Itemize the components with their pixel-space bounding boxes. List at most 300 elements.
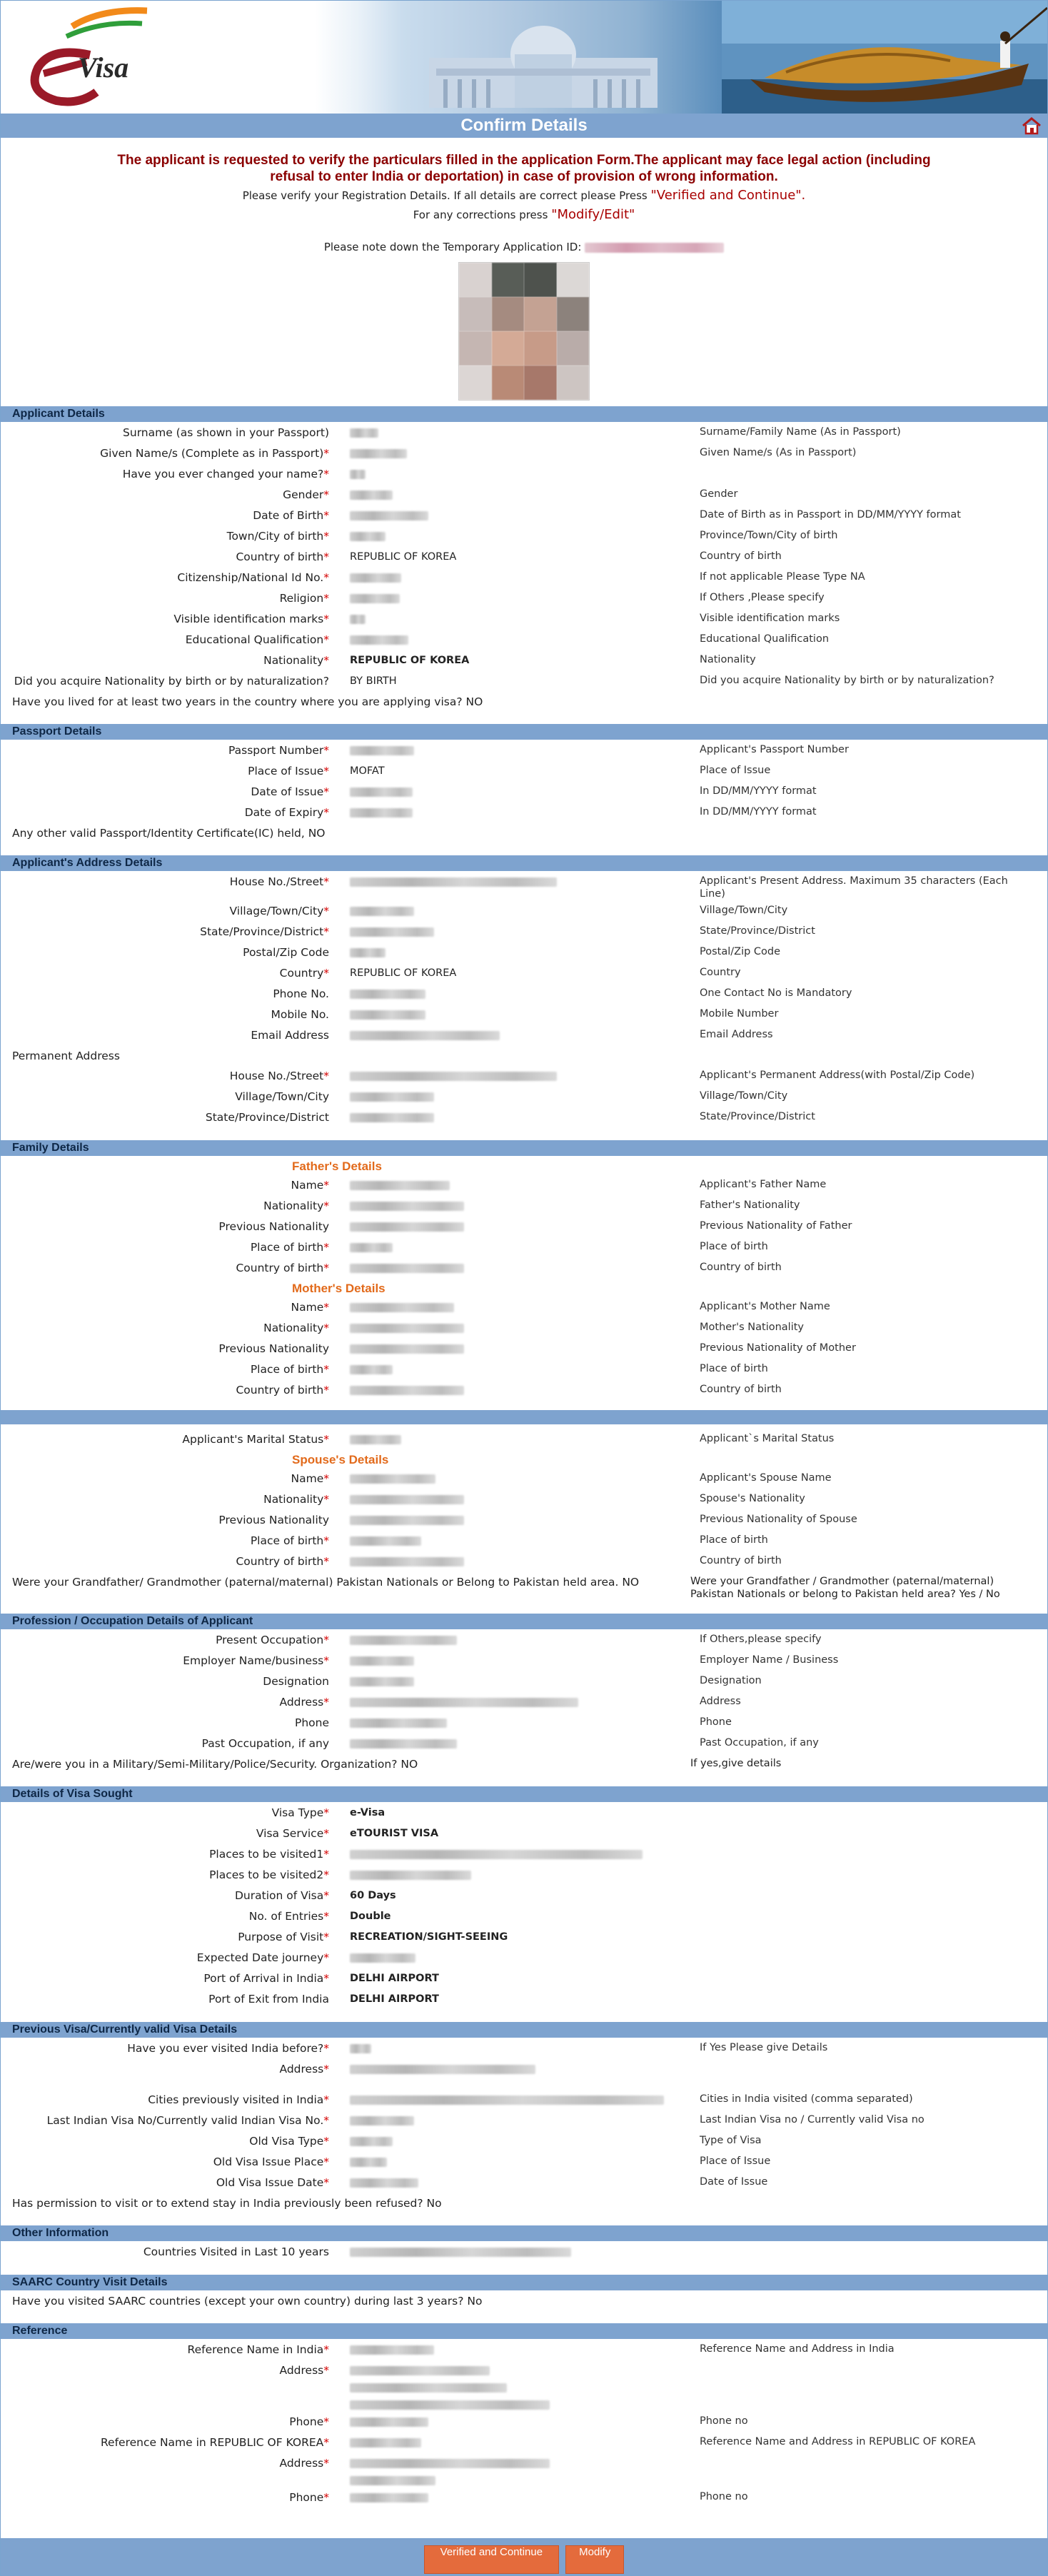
field-hint: Applicant's Passport Number xyxy=(700,744,849,755)
field-value xyxy=(329,525,700,543)
field-label xyxy=(1,1429,329,1447)
field-hint: Address xyxy=(700,1696,741,1707)
field-label-text: Old Visa Type xyxy=(249,2135,324,2148)
field-label-text: Name xyxy=(291,1301,324,1314)
section-header-family: Family Details xyxy=(1,1140,1047,1156)
field-label xyxy=(1,2130,329,2148)
field-value xyxy=(329,983,700,1000)
required-marker: * xyxy=(323,925,329,938)
field-hint: Email Address xyxy=(700,1029,773,1040)
field-row xyxy=(1,2432,1047,2452)
section-header-applicant: Applicant Details xyxy=(1,406,1047,422)
field-label xyxy=(1,740,329,758)
other-passport-question: Any other valid Passport/Identity Certificate(IC) held, NO xyxy=(12,827,326,840)
field-hint: State/Province/District xyxy=(700,1111,815,1122)
redacted-value xyxy=(350,907,414,916)
field-hint xyxy=(700,2058,1035,2062)
required-marker: * xyxy=(323,1472,329,1485)
required-marker: * xyxy=(323,509,329,522)
section-header-saarc: SAARC Country Visit Details xyxy=(1,2275,1047,2290)
field-row xyxy=(1,2089,1047,2110)
field-label-text: Place of birth xyxy=(250,1241,324,1254)
field-row xyxy=(1,1317,1047,1338)
field-row xyxy=(1,1216,1047,1237)
field-label-text: Postal/Zip Code xyxy=(243,946,329,959)
required-marker: * xyxy=(323,1951,329,1964)
field-value xyxy=(329,1379,700,1397)
field-hint: Date of Birth as in Passport in DD/MM/YYYY format xyxy=(700,509,961,520)
field-row xyxy=(1,1174,1047,1195)
field-label-text: Place of birth xyxy=(250,1534,324,1547)
field-row xyxy=(1,1691,1047,1712)
field-value xyxy=(329,1843,700,1861)
field-label-text: Purpose of Visit xyxy=(238,1931,324,1943)
required-marker: * xyxy=(323,571,329,584)
field-label xyxy=(1,1297,329,1314)
field-label-text: Previous Nationality xyxy=(218,1220,329,1233)
redacted-value xyxy=(350,1010,425,1020)
field-value xyxy=(329,2487,700,2504)
redacted-value xyxy=(350,1072,557,1081)
field-label xyxy=(1,781,329,799)
redacted-value xyxy=(350,1557,464,1566)
field-label xyxy=(1,608,329,626)
field-value: e-Visa xyxy=(350,1807,386,1818)
field-hint: Place of birth xyxy=(700,1534,768,1546)
field-value xyxy=(329,2360,700,2411)
field-label xyxy=(1,1629,329,1647)
field-hint: Postal/Zip Code xyxy=(700,946,781,957)
field-row xyxy=(1,463,1047,484)
field-label xyxy=(1,1988,329,2006)
field-hint: Province/Town/City of birth xyxy=(700,530,838,541)
field-hint: Place of birth xyxy=(700,1363,768,1374)
field-value xyxy=(329,2151,700,2168)
required-marker: * xyxy=(323,1654,329,1667)
field-label-text: Places to be visited1 xyxy=(209,1848,324,1861)
redacted-value xyxy=(350,2400,550,2410)
title-bar xyxy=(1,114,1047,138)
required-marker: * xyxy=(323,468,329,481)
field-row xyxy=(1,2058,1047,2079)
field-value xyxy=(329,463,700,481)
field-label-text: Address xyxy=(279,1696,324,1709)
field-label-text: Country xyxy=(279,967,324,980)
required-marker: * xyxy=(323,447,329,460)
field-value xyxy=(329,802,700,819)
field-label xyxy=(1,1468,329,1486)
field-value xyxy=(329,1509,700,1526)
required-marker: * xyxy=(323,654,329,667)
field-label xyxy=(1,1257,329,1275)
military-hint: If yes,give details xyxy=(690,1758,782,1769)
field-value xyxy=(329,2339,700,2356)
redacted-value xyxy=(350,2116,414,2125)
field-row xyxy=(1,942,1047,962)
field-label xyxy=(1,1906,329,1923)
field-hint: Reference Name and Address in REPUBLIC OF KOREA xyxy=(700,2436,976,2447)
redacted-value xyxy=(350,1181,450,1190)
field-row xyxy=(1,1429,1047,1449)
field-row xyxy=(1,1107,1047,1127)
field-row xyxy=(1,900,1047,921)
field-label-text: Visa Service xyxy=(256,1827,324,1840)
field-label xyxy=(1,1338,329,1356)
redacted-value xyxy=(350,808,413,817)
field-value xyxy=(329,1237,700,1254)
required-marker: * xyxy=(323,2176,329,2189)
redacted-value xyxy=(350,927,434,937)
field-label-text: Applicant's Marital Status xyxy=(182,1433,324,1446)
required-marker: * xyxy=(323,2114,329,2127)
field-hint: If not applicable Please Type NA xyxy=(700,571,865,583)
field-value xyxy=(329,505,700,522)
field-value xyxy=(329,2241,700,2258)
field-label xyxy=(1,670,329,688)
field-row xyxy=(1,1489,1047,1509)
verify-button-ref: "Verified and Continue". xyxy=(650,188,806,203)
redacted-value xyxy=(350,573,401,583)
field-value: RECREATION/SIGHT-SEEING xyxy=(350,1931,508,1943)
field-value xyxy=(329,740,700,757)
field-hint: Applicant's Spouse Name xyxy=(700,1472,832,1484)
field-hint: Visible identification marks xyxy=(700,613,840,624)
field-label-text: Address xyxy=(279,2364,324,2377)
redacted-value xyxy=(350,1636,457,1645)
field-label-text: State/Province/District xyxy=(200,925,324,938)
field-label-text: Town/City of birth xyxy=(226,530,324,543)
field-label-text: Previous Nationality xyxy=(218,1342,329,1355)
field-hint xyxy=(700,1864,1035,1868)
field-row xyxy=(1,567,1047,588)
field-hint xyxy=(700,1988,1035,1992)
field-value xyxy=(329,1947,700,1964)
field-value xyxy=(329,443,700,460)
field-label-text: Date of Expiry xyxy=(244,806,324,819)
field-row xyxy=(1,1864,1047,1885)
section-header-other: Other Information xyxy=(1,2225,1047,2241)
field-label xyxy=(1,2058,329,2076)
field-label-text: State/Province/District xyxy=(205,1111,329,1124)
redacted-value xyxy=(350,511,428,520)
field-label-text: Passport Number xyxy=(228,744,324,757)
field-value xyxy=(329,1025,700,1042)
field-label xyxy=(1,1107,329,1125)
required-marker: * xyxy=(323,1555,329,1568)
field-row xyxy=(1,781,1047,802)
field-label-text: Date of Issue xyxy=(251,785,324,798)
military-question: Are/were you in a Military/Semi-Military/Police/Security. Organization? NO xyxy=(12,1758,418,1771)
field-label-text: Countries Visited in Last 10 years xyxy=(143,2245,329,2258)
field-value xyxy=(329,2411,700,2428)
redacted-value xyxy=(350,470,366,479)
required-marker: * xyxy=(323,633,329,646)
field-label xyxy=(1,1530,329,1548)
required-marker: * xyxy=(323,1827,329,1840)
field-row xyxy=(1,983,1047,1004)
field-hint xyxy=(700,463,1035,467)
field-hint: Applicant's Present Address. Maximum 35 characters (Each Line) xyxy=(700,875,1008,900)
field-row xyxy=(1,1947,1047,1968)
field-value xyxy=(329,1004,700,1021)
redacted-value xyxy=(350,2248,571,2257)
field-label xyxy=(1,1864,329,1882)
field-hint: Cities in India visited (comma separated) xyxy=(700,2093,913,2105)
field-label-text: No. of Entries xyxy=(248,1910,324,1923)
field-label xyxy=(1,2487,329,2505)
field-row xyxy=(1,2452,1047,2487)
field-row xyxy=(1,650,1047,670)
redacted-value xyxy=(350,1243,393,1252)
field-value xyxy=(329,1297,700,1314)
redacted-value xyxy=(350,990,425,999)
required-marker: * xyxy=(323,2343,329,2356)
field-label xyxy=(1,1650,329,1668)
applicant-photo xyxy=(458,262,590,401)
field-row xyxy=(1,2151,1047,2172)
field-row xyxy=(1,2487,1047,2507)
redacted-value xyxy=(350,1365,393,1374)
field-hint: Mobile Number xyxy=(700,1008,779,1020)
houseboat-image xyxy=(722,1,1047,114)
field-row xyxy=(1,1712,1047,1733)
field-label-text: Mobile No. xyxy=(271,1008,329,1021)
field-row xyxy=(1,505,1047,525)
field-label-text: Given Name/s (Complete as in Passport) xyxy=(100,447,324,460)
verify-instruction xyxy=(1,187,1047,204)
redacted-value xyxy=(350,532,386,541)
required-marker: * xyxy=(323,1848,329,1861)
field-value xyxy=(329,1174,700,1192)
modify-instruction xyxy=(1,206,1047,223)
required-marker: * xyxy=(323,1363,329,1376)
field-label-text: Nationality xyxy=(263,654,324,667)
redacted-value xyxy=(350,2065,535,2074)
required-marker: * xyxy=(323,1806,329,1819)
field-value xyxy=(329,2130,700,2148)
field-row xyxy=(1,1823,1047,1843)
field-value: MOFAT xyxy=(350,765,385,777)
field-label-text: Duration of Visa xyxy=(234,1889,324,1902)
required-marker: * xyxy=(323,1910,329,1923)
field-label xyxy=(1,1671,329,1689)
field-hint: Phone no xyxy=(700,2491,748,2502)
field-hint xyxy=(700,1823,1035,1826)
field-hint: Village/Town/City xyxy=(700,1090,788,1102)
field-value xyxy=(329,1195,700,1212)
modify-button[interactable]: Modify xyxy=(565,2545,624,2574)
required-marker: * xyxy=(323,488,329,501)
field-label xyxy=(1,1712,329,1730)
field-hint xyxy=(700,1802,1035,1806)
field-row xyxy=(1,740,1047,760)
field-label xyxy=(1,2110,329,2128)
field-row xyxy=(1,1988,1047,2009)
field-label-text: Designation xyxy=(263,1675,329,1688)
field-label xyxy=(1,1086,329,1104)
field-label xyxy=(1,921,329,939)
pakistan-question: Were your Grandfather/ Grandmother (paternal/maternal) Pakistan Nationals or Belong to Pakistan held area. NO xyxy=(12,1576,640,1589)
field-label xyxy=(1,1885,329,1903)
field-row xyxy=(1,2241,1047,2262)
field-label-text: Gender xyxy=(283,488,324,501)
field-row xyxy=(1,484,1047,505)
field-label-text: Phone xyxy=(289,2491,324,2504)
field-label-text: Reference Name in REPUBLIC OF KOREA xyxy=(100,2436,324,2449)
field-value xyxy=(329,567,700,584)
field-label-text: Nationality xyxy=(263,1322,324,1334)
required-marker: * xyxy=(323,905,329,917)
field-label-text: Port of Arrival in India xyxy=(203,1972,324,1985)
temp-id-line xyxy=(1,241,1047,253)
field-label-text: Religion xyxy=(279,592,324,605)
verified-continue-button[interactable]: Verified and Continue xyxy=(424,2545,559,2574)
field-label-text: Old Visa Issue Place xyxy=(213,2155,324,2168)
field-value xyxy=(329,608,700,625)
pakistan-hint: Were your Grandfather / Grandmother (paternal/maternal) Pakistan Nationals or belong to Pakistan held area? Yes / No xyxy=(690,1576,1000,1600)
field-value: BY BIRTH xyxy=(350,675,397,687)
field-hint: Employer Name / Business xyxy=(700,1654,839,1666)
field-hint: Country of birth xyxy=(700,550,782,562)
field-row xyxy=(1,2110,1047,2130)
field-label xyxy=(1,422,329,440)
field-row xyxy=(1,1237,1047,1257)
verify-text: Please verify your Registration Details. If all details are correct please Press xyxy=(242,189,651,202)
field-label xyxy=(1,1968,329,1986)
field-label-text: Have you ever visited India before? xyxy=(127,2042,324,2055)
field-hint: Father's Nationality xyxy=(700,1199,800,1211)
field-hint: Previous Nationality of Father xyxy=(700,1220,852,1232)
redacted-value xyxy=(350,1113,434,1122)
required-marker: * xyxy=(323,530,329,543)
lived-two-years-question: Have you lived for at least two years in the country where you are applying visa? NO xyxy=(12,695,483,708)
redacted-value xyxy=(350,1344,464,1354)
redacted-value xyxy=(350,2493,428,2502)
field-row xyxy=(1,546,1047,567)
modify-text: For any corrections press xyxy=(413,208,552,221)
field-hint: Previous Nationality of Spouse xyxy=(700,1514,857,1525)
field-label-text: Email Address xyxy=(251,1029,329,1042)
field-row xyxy=(1,1551,1047,1571)
field-hint: Date of Issue xyxy=(700,2176,768,2188)
required-marker: * xyxy=(323,1384,329,1397)
redacted-value xyxy=(350,1202,464,1211)
field-value xyxy=(329,1107,700,1124)
field-label-text: House No./Street xyxy=(229,875,324,888)
field-label-text: Employer Name/business xyxy=(183,1654,324,1667)
required-marker: * xyxy=(323,1696,329,1709)
field-label-text: Address xyxy=(279,2457,324,2470)
field-row xyxy=(1,1733,1047,1754)
field-label-text: Nationality xyxy=(263,1493,324,1506)
field-value xyxy=(329,2172,700,2189)
field-label xyxy=(1,942,329,960)
field-hint: Applicant`s Marital Status xyxy=(700,1433,835,1444)
required-marker: * xyxy=(323,1931,329,1943)
required-marker: * xyxy=(323,2155,329,2168)
field-value xyxy=(329,1468,700,1485)
required-marker: * xyxy=(323,1634,329,1646)
field-label xyxy=(1,1691,329,1709)
field-hint: Reference Name and Address in India xyxy=(700,2343,895,2355)
required-marker: * xyxy=(323,1322,329,1334)
saarc-question: Have you visited SAARC countries (except your own country) during last 3 years? No xyxy=(12,2295,483,2308)
required-marker: * xyxy=(323,1241,329,1254)
field-label xyxy=(1,2172,329,2190)
field-row xyxy=(1,1025,1047,1045)
field-row xyxy=(1,2339,1047,2360)
section-header-profession: Profession / Occupation Details of Applicant xyxy=(1,1614,1047,1629)
field-label-text: Previous Nationality xyxy=(218,1514,329,1526)
logo-text: Visa xyxy=(78,51,129,84)
field-label-text: Present Occupation xyxy=(216,1634,324,1646)
redacted-value xyxy=(350,1516,464,1525)
field-hint: State/Province/District xyxy=(700,925,815,937)
field-value xyxy=(329,1065,700,1082)
military-question-row xyxy=(1,1754,1047,1773)
section-header-reference: Reference xyxy=(1,2323,1047,2339)
field-label xyxy=(1,1843,329,1861)
legal-warning: The applicant is requested to verify the particulars filled in the application Form.The applicant may face legal action (including refusal to enter India or deportation) in case of provision of wrong information. xyxy=(117,153,931,184)
field-value xyxy=(329,2058,700,2076)
required-marker: * xyxy=(323,967,329,980)
section-header-visa: Details of Visa Sought xyxy=(1,1786,1047,1802)
field-row xyxy=(1,1359,1047,1379)
field-label xyxy=(1,962,329,980)
redacted-value xyxy=(350,1495,464,1504)
redacted-value xyxy=(350,1953,415,1963)
field-hint: Applicant's Mother Name xyxy=(700,1301,830,1312)
pakistan-question-row xyxy=(1,1571,1047,1601)
required-marker: * xyxy=(323,1534,329,1547)
field-hint: Country xyxy=(700,967,741,978)
field-hint: Type of Visa xyxy=(700,2135,762,2146)
redacted-value xyxy=(350,1264,464,1273)
field-value xyxy=(329,1216,700,1233)
field-hint: Gender xyxy=(700,488,738,500)
field-label xyxy=(1,1926,329,1944)
field-label-text: Places to be visited2 xyxy=(209,1868,324,1881)
field-label xyxy=(1,588,329,605)
field-value: DELHI AIRPORT xyxy=(350,1973,439,1984)
required-marker: * xyxy=(323,1493,329,1506)
field-label xyxy=(1,1004,329,1022)
redacted-value xyxy=(350,594,400,603)
field-label xyxy=(1,2339,329,2357)
required-marker: * xyxy=(323,2491,329,2504)
field-value xyxy=(329,1712,700,1729)
field-value xyxy=(329,1530,700,1547)
spouse-details-title: Spouse's Details xyxy=(292,1453,389,1466)
required-marker: * xyxy=(323,765,329,778)
field-label-text: Village/Town/City xyxy=(229,905,324,917)
redacted-value xyxy=(350,2044,371,2053)
field-label xyxy=(1,2452,329,2470)
field-row xyxy=(1,1671,1047,1691)
field-value xyxy=(329,1086,700,1103)
field-hint: Place of Issue xyxy=(700,2155,771,2167)
redacted-value xyxy=(350,635,408,645)
field-label-text: Address xyxy=(279,2063,324,2076)
home-icon[interactable] xyxy=(1022,116,1042,135)
field-hint xyxy=(700,2452,1035,2456)
details-content xyxy=(1,406,1047,2507)
field-value xyxy=(329,781,700,798)
field-hint: Country of birth xyxy=(700,1262,782,1273)
field-label xyxy=(1,567,329,585)
field-row xyxy=(1,1338,1047,1359)
field-value xyxy=(329,2089,700,2106)
